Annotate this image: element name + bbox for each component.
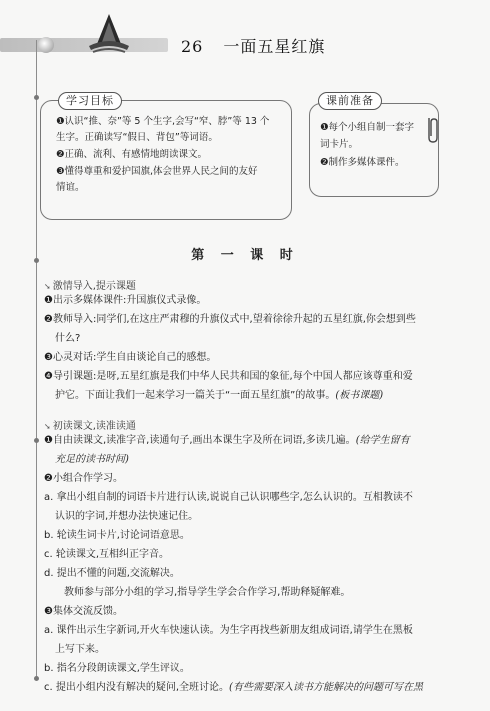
margin-dot: [34, 95, 39, 100]
text-line-main: ❶自由读课文,读准字音,读通句子,画出本课生字及所在词语,多读几遍。: [44, 435, 356, 446]
text-line-main: 护它。下面让我们一起来学习一篇关于“一面五星红旗”的故事。: [55, 390, 336, 401]
text-line: ❷小组合作学习。: [44, 473, 123, 484]
text-line: 上写下来。: [55, 644, 105, 655]
text-line: 教师参与部分小组的学习,指导学生学会合作学习,帮助释疑解难。: [64, 587, 351, 598]
prep-line: ❷制作多媒体课件。: [320, 157, 405, 168]
teacher-note: (给学生留有: [355, 435, 410, 446]
section-heading: [44, 417, 136, 432]
text-line: b. 指名分段朗读课文,学生评议。: [44, 663, 190, 674]
margin-dot: [34, 676, 39, 681]
goal-line: ❷正确、流利、有感情地朗读课文。: [56, 149, 208, 160]
emblem-icon: [83, 10, 135, 62]
text-line: ❹导引课题:是呀,五星红旗是我们中华人民共和国的象征,每个中国人都应该尊重和爱: [44, 371, 413, 382]
prep-line: ❶每个小组自制一套字: [320, 122, 415, 133]
lesson-number: 26: [181, 37, 204, 56]
board-note: (板书课题): [335, 390, 384, 401]
teacher-note: 充足的读书时间): [55, 454, 129, 465]
text-line: ❶出示多媒体课件:升国旗仪式录像。: [44, 295, 207, 306]
teacher-note: (有些需要深入读书方能解决的问题可写在黑: [229, 682, 423, 693]
header-ring: [38, 37, 54, 53]
text-line: [55, 389, 383, 403]
section-heading: [44, 277, 136, 292]
period-title: 第 一 课 时: [191, 248, 299, 263]
text-line: a. 拿出小组自制的词语卡片进行认读,说说自己认识哪些字,怎么认识的。互相教读不: [44, 492, 413, 503]
margin-line: [36, 40, 37, 680]
goal-line: 生字。正确读写“假日、背包”等词语。: [56, 132, 218, 143]
text-line: [44, 681, 423, 695]
text-line: c. 轮读课文,互相纠正字音。: [44, 549, 170, 560]
margin-dot: [34, 438, 39, 443]
text-line-main: c. 提出小组内没有解决的疑问,全班讨论。: [44, 682, 230, 693]
goal-line: ❶认识“推、奈”等 5 个生字,会写“窄、脖”等 13 个: [56, 116, 270, 127]
arrow-icon: ➘: [44, 282, 51, 291]
text-line: ❷教师导入:同学们,在这庄严肃穆的升旗仪式中,望着徐徐升起的五星红旗,你会想到些: [44, 314, 416, 325]
goal-line: ❸懂得尊重和爱护国旗,体会世界人民之间的友好: [56, 166, 258, 177]
goal-line: 情谊。: [56, 182, 85, 193]
prep-line: 词卡片。: [320, 139, 359, 150]
text-line: [44, 434, 410, 448]
text-line: b. 轮读生词卡片,讨论词语意思。: [44, 530, 190, 541]
text-line: a. 课件出示生字新词,开火车快速认读。为生字再找些新朋友组成词语,请学生在黑板: [44, 625, 413, 636]
text-line: d. 提出不懂的问题,交流解决。: [44, 568, 180, 579]
text-line: ❸集体交流反馈。: [44, 606, 123, 617]
class-prep-label: 课前准备: [318, 92, 382, 110]
text-line: ❸心灵对话:学生自由谈论自己的感想。: [44, 352, 217, 363]
lesson-title: [181, 34, 325, 57]
learning-goals-label: 学习目标: [58, 92, 122, 110]
text-line: 认识的字词,并想办法快速记住。: [55, 511, 199, 522]
arrow-icon: ➘: [44, 422, 51, 431]
paperclip-icon: [424, 114, 440, 144]
section-heading-text: 初读课文,读准读通: [52, 421, 136, 432]
lesson-title-text: 一面五星红旗: [223, 37, 326, 56]
section-heading-text: 激情导入,提示课题: [52, 281, 136, 292]
text-line: 什么?: [55, 333, 81, 344]
